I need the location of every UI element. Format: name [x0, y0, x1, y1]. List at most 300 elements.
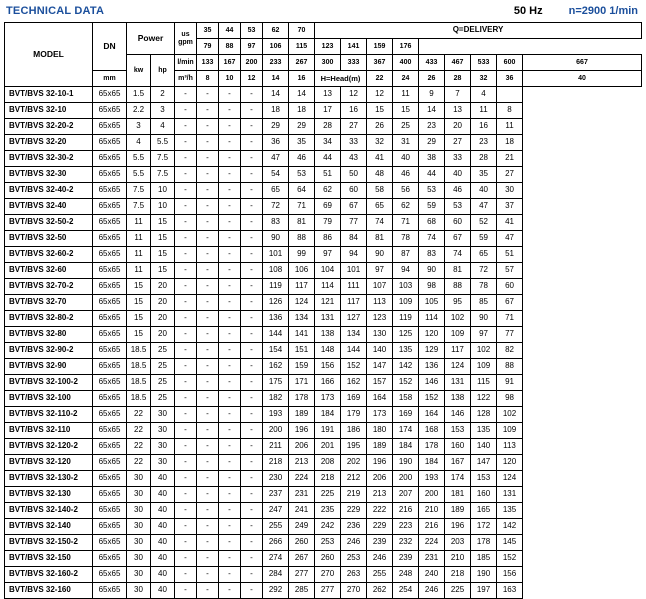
cell-head-value: - — [219, 119, 241, 135]
cell-head-value: 121 — [315, 295, 341, 311]
flow-usgpm-7: 88 — [219, 39, 241, 55]
cell-head-value: 142 — [393, 359, 419, 375]
cell-head-value: - — [241, 519, 263, 535]
cell-head-value: 119 — [263, 279, 289, 295]
cell-head-value: 160 — [471, 487, 497, 503]
cell-head-value: 138 — [445, 391, 471, 407]
cell-model: BVT/BVS 32-100 — [5, 391, 93, 407]
cell-power-kw: 3 — [127, 119, 151, 135]
cell-head-value: 169 — [393, 407, 419, 423]
table-row — [5, 119, 642, 135]
flow-usgpm-5: 70 — [289, 23, 315, 39]
cell-head-value: - — [197, 407, 219, 423]
cell-head-value: 200 — [393, 471, 419, 487]
flow-lmin-6: 300 — [315, 55, 341, 71]
table-row — [5, 359, 642, 375]
cell-head-value: - — [175, 375, 197, 391]
cell-head-value: 164 — [367, 391, 393, 407]
cell-head-value: - — [219, 391, 241, 407]
cell-head-value: 56 — [393, 183, 419, 199]
cell-head-value: - — [241, 247, 263, 263]
table-row — [5, 567, 642, 583]
cell-head-value: - — [175, 151, 197, 167]
cell-head-value: 191 — [315, 423, 341, 439]
cell-head-value: 124 — [497, 471, 523, 487]
cell-power-hp: 7.5 — [151, 151, 175, 167]
cell-power-kw: 30 — [127, 551, 151, 567]
cell-head-value: 87 — [393, 247, 419, 263]
cell-head-value: - — [241, 327, 263, 343]
table-row — [5, 103, 642, 119]
cell-head-value: 229 — [341, 503, 367, 519]
flow-lmin-7: 333 — [341, 55, 367, 71]
cell-power-hp: 40 — [151, 519, 175, 535]
cell-head-value: 208 — [315, 455, 341, 471]
flow-lmin-13: 600 — [497, 55, 523, 71]
cell-head-value: 239 — [393, 551, 419, 567]
cell-head-value: 113 — [367, 295, 393, 311]
cell-dn: 65x65 — [93, 167, 127, 183]
cell-head-value: 88 — [445, 279, 471, 295]
cell-model: BVT/BVS 32-130-2 — [5, 471, 93, 487]
cell-head-value: 203 — [445, 535, 471, 551]
cell-head-value: 189 — [445, 503, 471, 519]
cell-power-kw: 5.5 — [127, 151, 151, 167]
cell-head-value: 211 — [263, 439, 289, 455]
cell-head-value: 101 — [263, 247, 289, 263]
cell-head-value: 262 — [367, 583, 393, 599]
table-row — [5, 423, 642, 439]
cell-head-value: 229 — [367, 519, 393, 535]
cell-head-value: 16 — [471, 119, 497, 135]
cell-head-value: 173 — [315, 391, 341, 407]
cell-head-value: - — [219, 231, 241, 247]
cell-head-value: 152 — [341, 359, 367, 375]
cell-head-value: - — [197, 519, 219, 535]
unit-label-dn-mm: mm — [93, 71, 127, 87]
cell-head-value: 77 — [497, 327, 523, 343]
cell-head-value: 285 — [289, 583, 315, 599]
cell-head-value: 36 — [263, 135, 289, 151]
cell-head-value: 127 — [341, 311, 367, 327]
cell-power-kw: 11 — [127, 247, 151, 263]
cell-head-value: 65 — [367, 199, 393, 215]
cell-head-value: 104 — [315, 263, 341, 279]
cell-head-value: 184 — [393, 439, 419, 455]
cell-head-value: 263 — [341, 567, 367, 583]
cell-head-value: 131 — [497, 487, 523, 503]
cell-head-value: 195 — [341, 439, 367, 455]
cell-head-value: 90 — [263, 231, 289, 247]
cell-head-value: - — [219, 407, 241, 423]
cell-head-value: 14 — [419, 103, 445, 119]
table-head — [5, 23, 642, 87]
cell-head-value: - — [197, 311, 219, 327]
cell-head-value: 255 — [367, 567, 393, 583]
cell-head-value: 74 — [445, 247, 471, 263]
cell-dn: 65x65 — [93, 327, 127, 343]
cell-head-value: 140 — [367, 343, 393, 359]
flow-usgpm-4: 62 — [263, 23, 289, 39]
cell-head-value: 128 — [471, 407, 497, 423]
cell-head-value: 52 — [471, 215, 497, 231]
cell-power-kw: 30 — [127, 567, 151, 583]
cell-head-value: 53 — [445, 199, 471, 215]
cell-head-value: 160 — [445, 439, 471, 455]
cell-head-value: 31 — [393, 135, 419, 151]
cell-head-value: - — [219, 343, 241, 359]
cell-head-value: 140 — [471, 439, 497, 455]
cell-head-value: 23 — [471, 135, 497, 151]
cell-head-value: 109 — [393, 295, 419, 311]
cell-head-value: 88 — [289, 231, 315, 247]
cell-head-value: 9 — [419, 87, 445, 103]
flow-lmin-1: 133 — [197, 55, 219, 71]
table-row — [5, 583, 642, 599]
cell-head-value: 158 — [393, 391, 419, 407]
cell-head-value: 223 — [393, 519, 419, 535]
cell-power-hp: 4 — [151, 119, 175, 135]
flow-m3h-13: 36 — [497, 71, 523, 87]
cell-model: BVT/BVS 32-10-1 — [5, 87, 93, 103]
cell-head-value: 28 — [315, 119, 341, 135]
cell-head-value: 175 — [263, 375, 289, 391]
cell-head-value: 218 — [445, 567, 471, 583]
cell-head-value: - — [219, 167, 241, 183]
cell-head-value: - — [241, 119, 263, 135]
flow-m3h-2: 10 — [219, 71, 241, 87]
cell-model: BVT/BVS 32-20-2 — [5, 119, 93, 135]
cell-power-kw: 7.5 — [127, 183, 151, 199]
cell-head-value: - — [241, 487, 263, 503]
cell-head-value: 122 — [471, 391, 497, 407]
cell-dn: 65x65 — [93, 359, 127, 375]
cell-power-kw: 18.5 — [127, 343, 151, 359]
cell-head-value: 135 — [497, 503, 523, 519]
cell-head-value: 12 — [341, 87, 367, 103]
cell-head-value: 120 — [419, 327, 445, 343]
cell-model: BVT/BVS 32-140-2 — [5, 503, 93, 519]
cell-power-hp: 40 — [151, 551, 175, 567]
cell-head-value: - — [241, 391, 263, 407]
cell-head-value: - — [175, 263, 197, 279]
cell-power-kw: 11 — [127, 263, 151, 279]
cell-head-value: 60 — [497, 279, 523, 295]
cell-head-value: 253 — [341, 551, 367, 567]
cell-head-value: - — [175, 359, 197, 375]
cell-head-value: 284 — [263, 567, 289, 583]
flow-usgpm-2: 44 — [219, 23, 241, 39]
cell-head-value: 154 — [263, 343, 289, 359]
cell-head-value: - — [219, 183, 241, 199]
cell-head-value: - — [197, 487, 219, 503]
table-row — [5, 439, 642, 455]
cell-power-hp: 10 — [151, 199, 175, 215]
cell-model: BVT/BVS 32-50 — [5, 231, 93, 247]
cell-head-value: 59 — [471, 231, 497, 247]
cell-head-value: - — [175, 471, 197, 487]
cell-head-value: - — [175, 311, 197, 327]
cell-head-value: 120 — [497, 455, 523, 471]
cell-dn: 65x65 — [93, 247, 127, 263]
cell-head-value: 246 — [419, 583, 445, 599]
cell-head-value: 90 — [367, 247, 393, 263]
cell-head-value: - — [241, 151, 263, 167]
cell-head-value: 270 — [315, 567, 341, 583]
cell-head-value: 180 — [367, 423, 393, 439]
cell-model: BVT/BVS 32-10 — [5, 103, 93, 119]
cell-head-value: 267 — [289, 551, 315, 567]
cell-model: BVT/BVS 32-150-2 — [5, 535, 93, 551]
flow-usgpm-3: 53 — [241, 23, 263, 39]
cell-head-value: 216 — [393, 503, 419, 519]
cell-head-value: 95 — [445, 295, 471, 311]
cell-power-hp: 15 — [151, 231, 175, 247]
cell-head-value: 47 — [497, 231, 523, 247]
cell-head-value: 135 — [393, 343, 419, 359]
cell-head-value: - — [197, 263, 219, 279]
cell-head-value: 190 — [393, 455, 419, 471]
table-row — [5, 311, 642, 327]
cell-head-value: - — [175, 215, 197, 231]
cell-head-value: 28 — [471, 151, 497, 167]
flow-lmin-14: 667 — [523, 55, 642, 71]
cell-head-value: 40 — [445, 167, 471, 183]
cell-head-value: 27 — [445, 135, 471, 151]
cell-head-value: 134 — [289, 311, 315, 327]
cell-head-value: 25 — [393, 119, 419, 135]
cell-dn: 65x65 — [93, 423, 127, 439]
cell-dn: 65x65 — [93, 455, 127, 471]
cell-head-value: - — [219, 535, 241, 551]
flow-usgpm-6: 79 — [197, 39, 219, 55]
cell-head-value: 17 — [315, 103, 341, 119]
cell-head-value: 29 — [289, 119, 315, 135]
cell-head-value: 16 — [341, 103, 367, 119]
cell-head-value: 7 — [445, 87, 471, 103]
cell-head-value: - — [241, 183, 263, 199]
cell-dn: 65x65 — [93, 471, 127, 487]
cell-head-value: 146 — [445, 407, 471, 423]
cell-head-value: - — [219, 247, 241, 263]
cell-head-value: - — [197, 199, 219, 215]
cell-head-value: 219 — [341, 487, 367, 503]
cell-head-value: 98 — [419, 279, 445, 295]
table-row — [5, 503, 642, 519]
table-row — [5, 375, 642, 391]
cell-head-value: - — [241, 423, 263, 439]
cell-power-kw: 22 — [127, 407, 151, 423]
cell-head-value: 67 — [341, 199, 367, 215]
cell-head-value: - — [175, 439, 197, 455]
cell-head-value: - — [219, 87, 241, 103]
cell-head-value: 83 — [263, 215, 289, 231]
cell-head-value: 197 — [471, 583, 497, 599]
cell-head-value: 213 — [367, 487, 393, 503]
cell-head-value: 101 — [341, 263, 367, 279]
cell-head-value: 84 — [341, 231, 367, 247]
cell-head-value: 29 — [263, 119, 289, 135]
cell-head-value: 37 — [497, 199, 523, 215]
technical-data-table — [4, 22, 642, 599]
cell-head-value: 202 — [341, 455, 367, 471]
cell-head-value: 33 — [341, 135, 367, 151]
table-row — [5, 455, 642, 471]
cell-head-value: 182 — [263, 391, 289, 407]
cell-head-value: 41 — [497, 215, 523, 231]
cell-power-kw: 4 — [127, 135, 151, 151]
table-row — [5, 215, 642, 231]
flow-usgpm-11: 123 — [315, 39, 341, 55]
cell-head-value: - — [175, 487, 197, 503]
cell-power-hp: 10 — [151, 183, 175, 199]
cell-head-value: 241 — [289, 503, 315, 519]
cell-head-value: 134 — [341, 327, 367, 343]
cell-power-kw: 18.5 — [127, 375, 151, 391]
cell-head-value: 292 — [263, 583, 289, 599]
cell-model: BVT/BVS 32-90-2 — [5, 343, 93, 359]
cell-head-value: - — [175, 503, 197, 519]
cell-head-value: 167 — [445, 455, 471, 471]
cell-power-kw: 15 — [127, 279, 151, 295]
cell-head-value: - — [241, 471, 263, 487]
table-row — [5, 87, 642, 103]
col-header-model: MODEL — [5, 23, 93, 87]
flow-m3h-5: 16 — [289, 71, 315, 87]
cell-head-value: 90 — [471, 311, 497, 327]
cell-dn: 65x65 — [93, 519, 127, 535]
cell-head-value: - — [175, 119, 197, 135]
cell-head-value: 18 — [497, 135, 523, 151]
table-row — [5, 135, 642, 151]
cell-head-value: 111 — [341, 279, 367, 295]
table-row — [5, 535, 642, 551]
flow-usgpm-8: 97 — [241, 39, 263, 55]
cell-head-value: 178 — [289, 391, 315, 407]
col-header-power: Power — [127, 23, 175, 55]
cell-head-value: 83 — [419, 247, 445, 263]
cell-head-value: 97 — [315, 247, 341, 263]
cell-power-kw: 15 — [127, 295, 151, 311]
cell-head-value: - — [241, 135, 263, 151]
cell-head-value: 249 — [289, 519, 315, 535]
flow-lmin-8: 367 — [367, 55, 393, 71]
cell-dn: 65x65 — [93, 391, 127, 407]
table-row — [5, 391, 642, 407]
head-unit-label: H=Head(m) — [315, 71, 367, 87]
cell-power-kw: 1.5 — [127, 87, 151, 103]
cell-head-value: 71 — [497, 311, 523, 327]
cell-head-value: - — [175, 567, 197, 583]
cell-head-value: 114 — [419, 311, 445, 327]
cell-head-value: - — [197, 231, 219, 247]
cell-dn: 65x65 — [93, 583, 127, 599]
cell-head-value: - — [241, 295, 263, 311]
cell-head-value: 94 — [341, 247, 367, 263]
cell-head-value: - — [175, 199, 197, 215]
cell-head-value: - — [241, 215, 263, 231]
cell-head-value: 20 — [445, 119, 471, 135]
cell-head-value: 51 — [315, 167, 341, 183]
cell-head-value: - — [219, 295, 241, 311]
cell-power-kw: 30 — [127, 487, 151, 503]
cell-power-hp: 20 — [151, 279, 175, 295]
cell-head-value: 242 — [315, 519, 341, 535]
cell-head-value: 277 — [289, 567, 315, 583]
cell-power-kw: 18.5 — [127, 391, 151, 407]
cell-head-value: - — [219, 103, 241, 119]
cell-head-value: 74 — [367, 215, 393, 231]
cell-dn: 65x65 — [93, 535, 127, 551]
cell-power-hp: 15 — [151, 263, 175, 279]
cell-head-value: - — [219, 311, 241, 327]
cell-head-value: - — [197, 375, 219, 391]
cell-head-value: 94 — [393, 263, 419, 279]
cell-power-kw: 11 — [127, 215, 151, 231]
cell-dn: 65x65 — [93, 567, 127, 583]
cell-head-value: - — [197, 583, 219, 599]
cell-head-value: - — [175, 327, 197, 343]
cell-power-hp: 30 — [151, 455, 175, 471]
table-body — [5, 87, 642, 599]
cell-head-value: 109 — [471, 359, 497, 375]
cell-head-value: 224 — [289, 471, 315, 487]
cell-head-value: 117 — [341, 295, 367, 311]
cell-head-value: 119 — [393, 311, 419, 327]
cell-head-value: 225 — [315, 487, 341, 503]
cell-head-value: 171 — [289, 375, 315, 391]
cell-head-value: 79 — [315, 215, 341, 231]
cell-head-value: 72 — [471, 263, 497, 279]
cell-head-value: - — [241, 359, 263, 375]
cell-head-value: - — [241, 311, 263, 327]
cell-head-value: 125 — [393, 327, 419, 343]
cell-head-value: 193 — [263, 407, 289, 423]
cell-head-value: 69 — [315, 199, 341, 215]
cell-head-value: - — [175, 135, 197, 151]
cell-power-hp: 30 — [151, 423, 175, 439]
cell-head-value: 109 — [445, 327, 471, 343]
flow-usgpm-14: 176 — [393, 39, 419, 55]
flow-m3h-8: 22 — [367, 71, 393, 87]
cell-head-value: 60 — [341, 183, 367, 199]
cell-dn: 65x65 — [93, 343, 127, 359]
cell-head-value: 91 — [497, 375, 523, 391]
cell-head-value: - — [241, 343, 263, 359]
flow-lmin-5: 267 — [289, 55, 315, 71]
cell-head-value: - — [175, 295, 197, 311]
cell-model: BVT/BVS 32-120 — [5, 455, 93, 471]
cell-head-value: 230 — [263, 471, 289, 487]
cell-head-value: 136 — [419, 359, 445, 375]
cell-power-hp: 25 — [151, 343, 175, 359]
cell-head-value: 47 — [263, 151, 289, 167]
cell-power-kw: 18.5 — [127, 359, 151, 375]
cell-model: BVT/BVS 32-60 — [5, 263, 93, 279]
cell-head-value: 115 — [471, 375, 497, 391]
cell-head-value: - — [175, 183, 197, 199]
cell-head-value: - — [219, 583, 241, 599]
cell-head-value: 136 — [263, 311, 289, 327]
cell-power-hp: 30 — [151, 439, 175, 455]
cell-head-value: 164 — [419, 407, 445, 423]
cell-head-value: 43 — [341, 151, 367, 167]
cell-head-value: 81 — [289, 215, 315, 231]
cell-head-value: - — [175, 551, 197, 567]
cell-head-value: - — [197, 471, 219, 487]
cell-head-value: 13 — [445, 103, 471, 119]
cell-dn: 65x65 — [93, 231, 127, 247]
